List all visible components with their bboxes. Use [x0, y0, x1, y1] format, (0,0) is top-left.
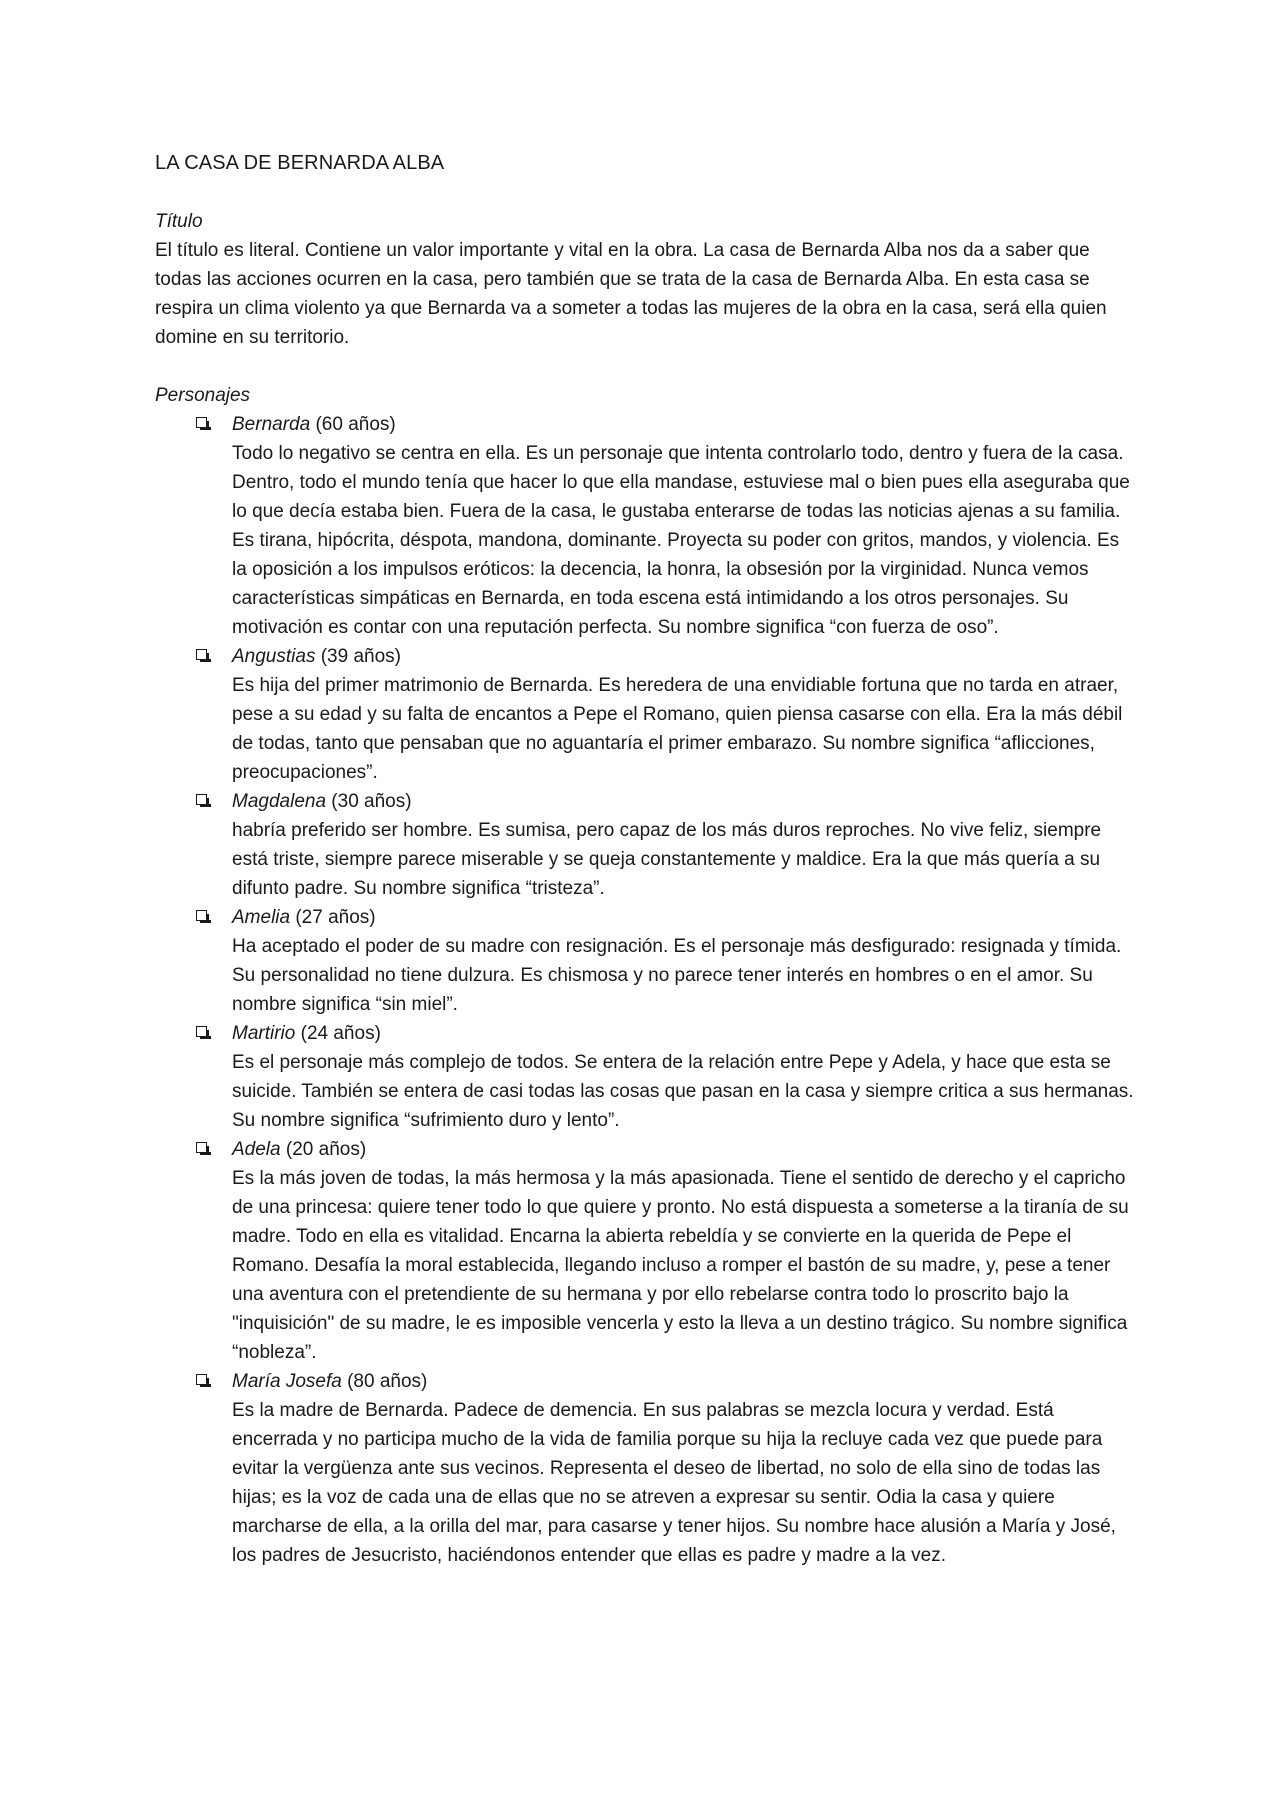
document-title: LA CASA DE BERNARDA ALBA — [155, 152, 445, 174]
character-list — [155, 410, 1135, 1570]
character-item-adela — [155, 1135, 1135, 1367]
character-description: Todo lo negativo se centra en ella. Es un personaje que intenta controlarlo todo, dentro y fuera de la casa. Dentro, todo el mundo tenía que hacer lo que ella mandase, estuviese mal o bien pues ella aseguraba que lo que decía estaba bien. Fuera de la casa, le gustaba enterarse de todas las noticias ajenas a su familia. Es tirana, hipócrita, déspota, mandona, dominante. Proyecta su poder con gritos, mandos, y violencia. Es la oposición a los impulsos eróticos: la decencia, la honra, la obsesión por la virginidad. Nunca vemos características simpáticas en Bernarda, en toda escena está intimidando a los otros personajes. Su motivación es contar con una reputación perfecta. Su nombre significa “con fuerza de oso”. — [232, 443, 1130, 638]
character-item-angustias — [155, 642, 1135, 787]
character-item-maria-josefa — [155, 1367, 1135, 1570]
character-name: Magdalena — [232, 791, 327, 812]
checkbox-bullet-icon — [196, 1374, 207, 1385]
character-description: Es la madre de Bernarda. Padece de demencia. En sus palabras se mezcla locura y verdad. Está encerrada y no participa mucho de la vida de familia porque su hija la recluye cada vez que puede para evitar la vergüenza ante sus vecinos. Representa el deseo de libertad, no solo de ella sino de todas las hijas; es la voz de cada una de ellas que no se atreven a expresar su sentir. Odia la casa y quiere marcharse de ella, a la orilla del mar, para casarse y tener hijos. Su nombre hace alusión a María y José, los padres de Jesucristo, haciéndonos entender que ellas es padre y madre a la vez. — [232, 1400, 1116, 1566]
character-name: María Josefa — [232, 1371, 342, 1392]
character-item-bernarda — [155, 410, 1135, 642]
character-name: Amelia — [232, 907, 291, 928]
character-age: (30 años) — [326, 791, 412, 812]
checkbox-bullet-icon — [196, 794, 207, 805]
checkbox-bullet-icon — [196, 910, 207, 921]
character-name: Bernarda — [232, 414, 311, 435]
checkbox-bullet-icon — [196, 1142, 207, 1153]
personajes-section — [155, 381, 1135, 1570]
checkbox-bullet-icon — [196, 649, 207, 660]
character-item-amelia — [155, 903, 1135, 1019]
character-name: Martirio — [232, 1023, 296, 1044]
character-age: (20 años) — [280, 1139, 367, 1160]
character-description: habría preferido ser hombre. Es sumisa, pero capaz de los más duros reproches. No vive feliz, siempre está triste, siempre parece miserable y se queja constantemente y maldice. Era la que más quería a su difunto padre. Su nombre significa “tristeza”. — [232, 820, 1102, 899]
titulo-section — [155, 207, 1135, 352]
character-age: (39 años) — [315, 646, 401, 667]
character-description: Es la más joven de todas, la más hermosa y la más apasionada. Tiene el sentido de derecho y el capricho de una princesa: quiere tener todo lo que quiere y pronto. No está dispuesta a someterse a la tiranía de su madre. Todo en ella es vitalidad. Encarna la abierta rebeldía y se convierte en la querida de Pepe el Romano. Desafía la moral establecida, llegando incluso a romper el bastón de su madre, y, pese a tener una aventura con el pretendiente de su hermana y por ello rebelarse contra todo lo proscrito bajo la "inquisición" de su madre, le es imposible vencerla y esto la lleva a un destino trágico. Su nombre significa “nobleza”. — [232, 1168, 1129, 1363]
character-item-martirio — [155, 1019, 1135, 1135]
character-age: (24 años) — [295, 1023, 381, 1044]
character-age: (27 años) — [290, 907, 376, 928]
checkbox-bullet-icon — [196, 417, 207, 428]
character-name: Adela — [232, 1139, 281, 1160]
character-age: (80 años) — [341, 1371, 428, 1392]
titulo-heading: Título — [155, 211, 203, 232]
character-description: Es hija del primer matrimonio de Bernarda. Es heredera de una envidiable fortuna que no tarda en atraer, pese a su edad y su falta de encantos a Pepe el Romano, quien piensa casarse con ella. Era la más débil de todas, tanto que pensaban que no aguantaría el primer embarazo. Su nombre significa “aflicciones, preocupaciones”. — [232, 675, 1123, 783]
character-name: Angustias — [232, 646, 316, 667]
document-page — [155, 149, 1135, 1570]
checkbox-bullet-icon — [196, 1026, 207, 1037]
character-description: Es el personaje más complejo de todos. Se entera de la relación entre Pepe y Adela, y hace que esta se suicide. También se entera de casi todas las cosas que pasan en la casa y siempre critica a sus hermanas. Su nombre significa “sufrimiento duro y lento”. — [232, 1052, 1134, 1131]
character-item-magdalena — [155, 787, 1135, 903]
character-description: Ha aceptado el poder de su madre con resignación. Es el personaje más desfigurado: resignada y tímida. Su personalidad no tiene dulzura. Es chismosa y no parece tener interés en hombres o en el amor. Su nombre significa “sin miel”. — [232, 936, 1122, 1015]
character-age: (60 años) — [310, 414, 396, 435]
personajes-heading: Personajes — [155, 385, 251, 406]
titulo-paragraph: El título es literal. Contiene un valor importante y vital en la obra. La casa de Bernarda Alba nos da a saber que todas las acciones ocurren en la casa, pero también que se trata de la casa de Bernarda Alba. En esta casa se respira un clima violento ya que Bernarda va a someter a todas las mujeres de la obra en la casa, será ella quien domine en su territorio. — [155, 240, 1107, 348]
